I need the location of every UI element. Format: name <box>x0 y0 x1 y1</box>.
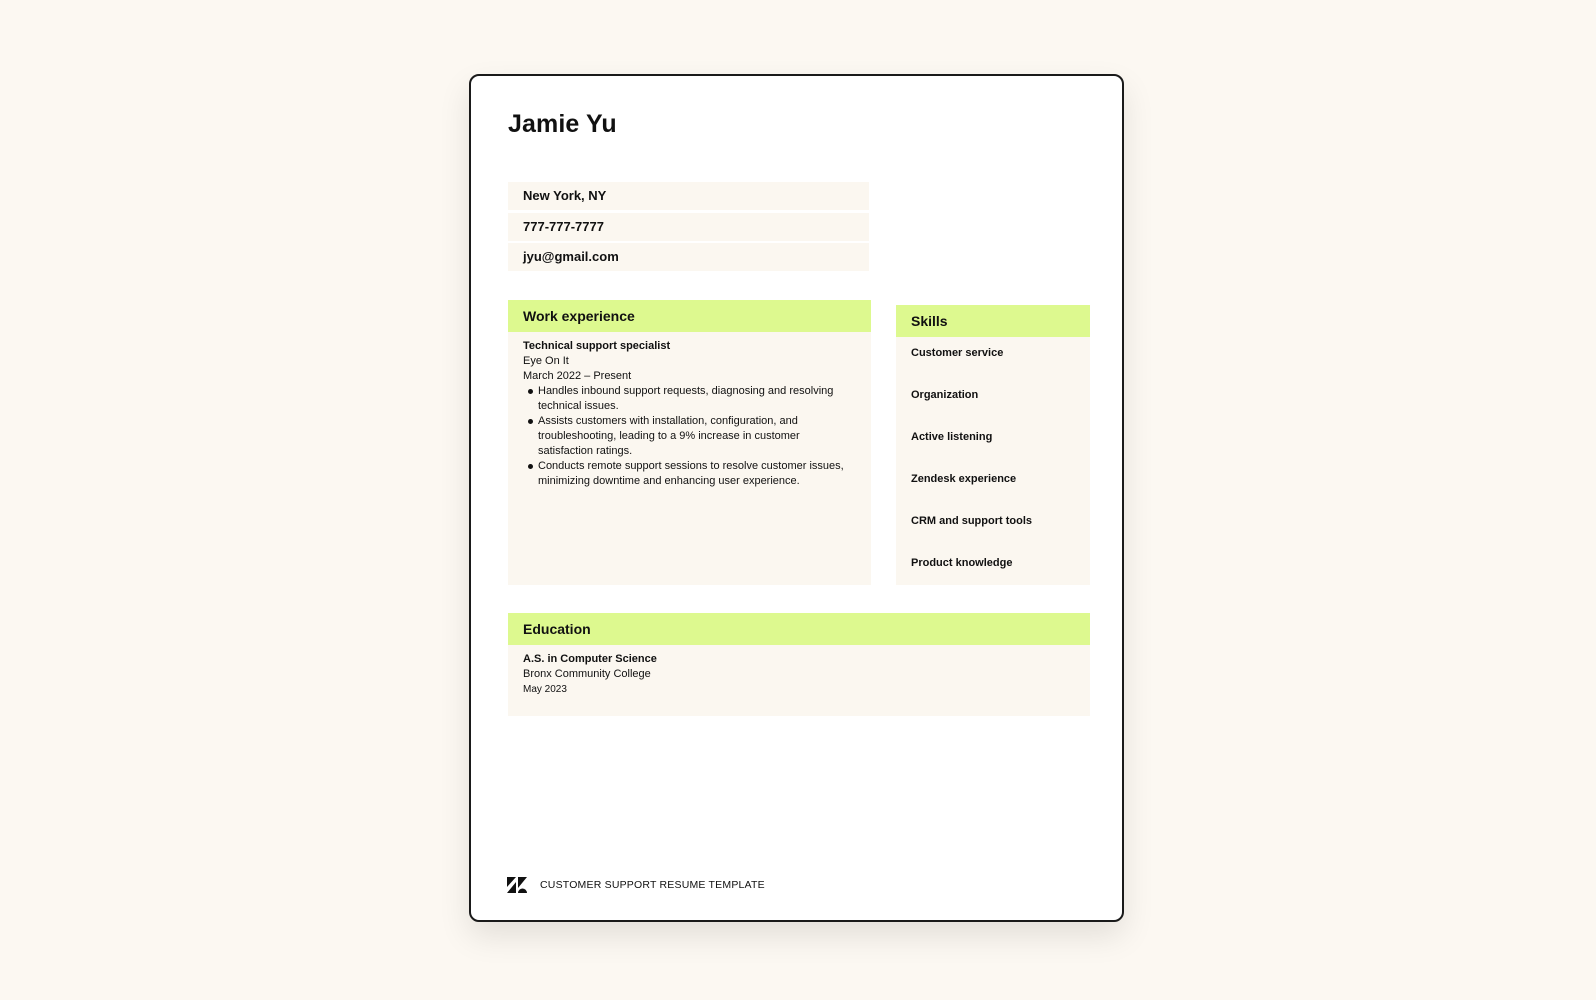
education-entry <box>508 645 1090 697</box>
job-bullet: Handles inbound support requests, diagnosing and resolving technical issues. <box>538 384 856 414</box>
skill-item: Product knowledge <box>911 557 1013 569</box>
job-bullets <box>523 384 856 489</box>
skill-item: CRM and support tools <box>911 515 1032 527</box>
education-date: May 2023 <box>523 684 567 695</box>
contact-phone: 777-777-7777 <box>508 213 869 241</box>
job-bullet: Conducts remote support sessions to resolve customer issues, minimizing downtime and enhancing user experience. <box>538 459 856 489</box>
skill-item: Customer service <box>911 347 1004 359</box>
zendesk-logo-icon <box>507 877 527 893</box>
job-company: Eye On It <box>523 355 569 367</box>
work-experience-heading: Work experience <box>508 300 871 332</box>
resume-card <box>469 74 1124 922</box>
footer-label: CUSTOMER SUPPORT RESUME TEMPLATE <box>540 879 765 891</box>
education-section <box>508 613 1090 716</box>
skill-item: Organization <box>911 389 979 401</box>
education-heading: Education <box>508 613 1090 645</box>
skill-item: Active listening <box>911 431 993 443</box>
education-school: Bronx Community College <box>523 668 651 680</box>
contact-location: New York, NY <box>508 182 869 210</box>
education-degree: A.S. in Computer Science <box>523 653 657 665</box>
contact-email: jyu@gmail.com <box>508 243 869 271</box>
job-title: Technical support specialist <box>523 340 671 352</box>
job-dates: March 2022 – Present <box>523 370 632 382</box>
job-bullet: Assists customers with installation, configuration, and troubleshooting, leading to a 9% increase in customer satisfaction ratings. <box>538 414 856 459</box>
skills-heading: Skills <box>896 305 1090 337</box>
resume-name: Jamie Yu <box>508 110 617 138</box>
skill-item: Zendesk experience <box>911 473 1017 485</box>
work-experience-section <box>508 300 871 585</box>
footer <box>507 875 765 895</box>
skills-section <box>896 305 1090 585</box>
job-entry <box>508 332 871 489</box>
